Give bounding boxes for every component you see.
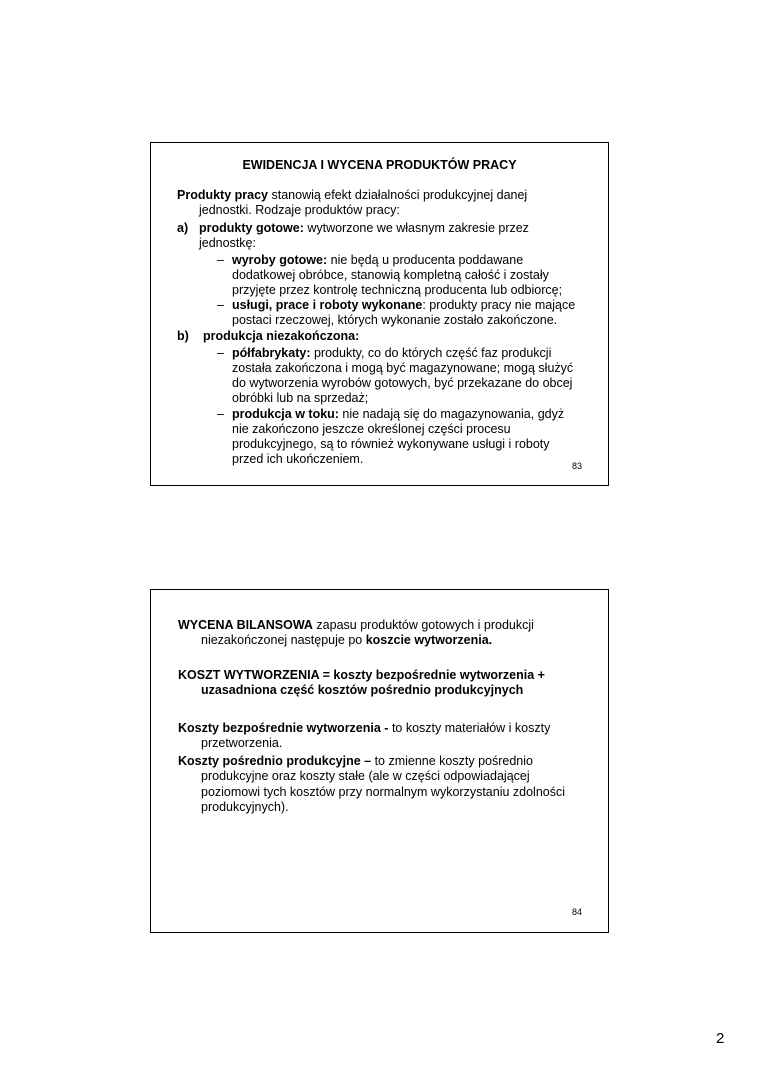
- uslugi-line-1: usługi, prace i roboty wykonane: produkty pracy nie mające: [232, 298, 576, 312]
- section-a-marker: a): [177, 221, 189, 235]
- slide-84: [150, 589, 609, 933]
- p1-line-1: WYCENA BILANSOWA zapasu produktów gotowych i produkcji: [178, 618, 534, 632]
- p4-line-4: produkcyjnych).: [201, 800, 289, 814]
- section-b-heading: produkcja niezakończona:: [203, 329, 360, 343]
- polfabrykaty-line-2: została zakończona i mogą być magazynowane; mogą służyć: [232, 361, 574, 375]
- produkcja-line-4: przed ich ukończeniem.: [232, 452, 364, 466]
- p2-line-2: uzasadniona część kosztów pośrednio produkcyjnych: [201, 683, 524, 697]
- p3-line-2: przetworzenia.: [201, 736, 283, 750]
- p3-line-1: Koszty bezpośrednie wytworzenia - to koszty materiałów i koszty: [178, 721, 551, 735]
- polfabrykaty-line-4: obróbki lub na sprzedaż;: [232, 391, 369, 405]
- wyroby-line-1: wyroby gotowe: nie będą u producenta poddawane: [232, 253, 524, 267]
- page-number: 2: [716, 1030, 725, 1047]
- slide-number: 83: [572, 461, 583, 471]
- wyroby-line-3: przyjęte przez kontrolę techniczną producenta lub odbiorcę;: [232, 283, 563, 297]
- produkcja-line-3: produkcyjnego, są to również wykonywane usługi i roboty: [232, 437, 550, 451]
- dash-bullet: –: [217, 298, 224, 312]
- section-b-marker: b): [177, 329, 189, 343]
- wyroby-line-2: dodatkowej obróbce, stanowią kompletną całość i zostały: [232, 268, 549, 282]
- p4-line-2: produkcyjne oraz koszty stałe (ale w części odpowiadającej: [201, 769, 530, 783]
- section-a-line-1: produkty gotowe: wytworzone we własnym zakresie przez: [199, 221, 529, 235]
- slide-number: 84: [572, 907, 583, 917]
- p1-line-2: niezakończonej następuje po koszcie wytworzenia.: [201, 633, 493, 647]
- polfabrykaty-line-3: do wytworzenia wyrobów gotowych, być przekazane do obcej: [232, 376, 573, 390]
- produkcja-line-1: produkcja w toku: nie nadają się do magazynowania, gdyż: [232, 407, 565, 421]
- produkcja-line-2: nie zakończono jeszcze określonej części procesu: [232, 422, 511, 436]
- polfabrykaty-line-1: półfabrykaty: produkty, co do których część faz produkcji: [232, 346, 552, 360]
- intro-line-1: Produkty pracy stanowią efekt działalności produkcyjnej danej: [177, 188, 528, 202]
- p2-line-1: KOSZT WYTWORZENIA = koszty bezpośrednie wytworzenia +: [178, 668, 545, 682]
- section-a-line-2: jednostkę:: [199, 236, 256, 250]
- slide-title: EWIDENCJA I WYCENA PRODUKTÓW PRACY: [242, 158, 517, 172]
- p4-line-3: poziomowi tych kosztów przy normalnym wykorzystaniu zdolności: [201, 785, 566, 799]
- dash-bullet: –: [217, 407, 224, 421]
- uslugi-line-2: postaci rzeczowej, których wykonanie zostało zakończone.: [232, 313, 558, 327]
- dash-bullet: –: [217, 253, 224, 267]
- dash-bullet: –: [217, 346, 224, 360]
- intro-line-2: jednostki. Rodzaje produktów pracy:: [199, 203, 400, 217]
- p4-line-1: Koszty pośrednio produkcyjne – to zmienne koszty pośrednio: [178, 754, 533, 768]
- slide-83: [150, 142, 609, 486]
